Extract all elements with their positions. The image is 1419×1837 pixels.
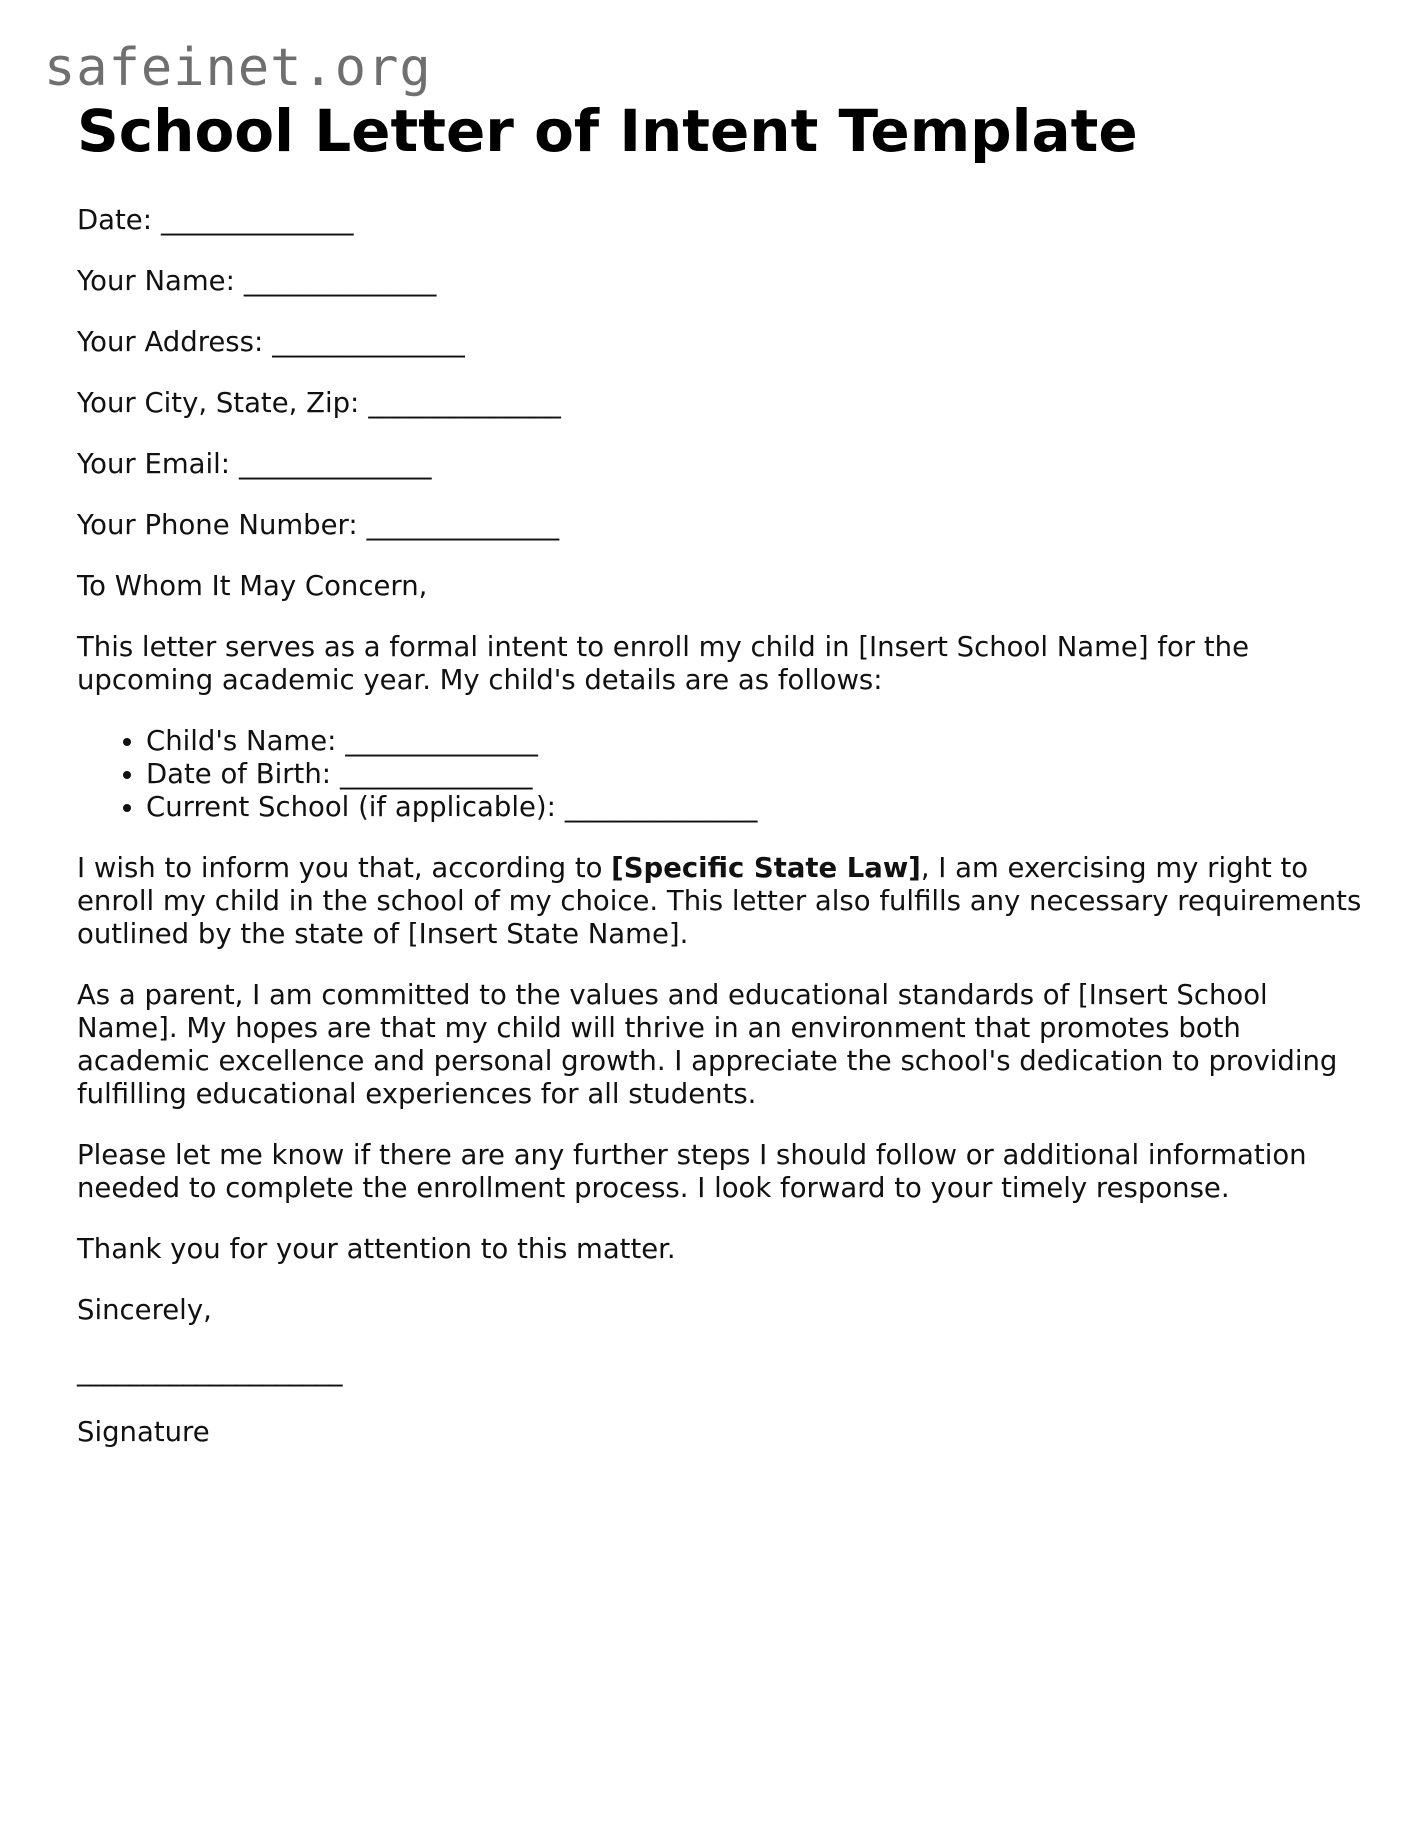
- field-label: Your Address:: [77, 326, 264, 358]
- field-blank: ______________: [272, 326, 465, 358]
- item-blank: ______________: [340, 758, 533, 790]
- item-label: Child's Name:: [146, 725, 337, 757]
- item-blank: ______________: [564, 791, 758, 823]
- closing: Sincerely,: [77, 1294, 212, 1326]
- law-text-after: , I am exercising my right to enroll my child in the school of my choice. This letter also fulfills any necessary requirements outlined by the state of [Insert State Name].: [77, 852, 1362, 950]
- values-paragraph: As a parent, I am committed to the values and educational standards of [Insert School Name]. My hopes are that my child will thrive in an environment that promotes both academic excellence and personal growth. I appreciate the school's dedication to providing fulfilling educational experiences for all students.: [77, 979, 1338, 1110]
- letter-body: [77, 204, 1367, 1477]
- field-blank: ______________: [368, 387, 561, 419]
- item-label: Current School (if applicable):: [146, 791, 556, 823]
- field-label: Your Name:: [77, 265, 235, 297]
- intro-paragraph: This letter serves as a formal intent to enroll my child in [Insert School Name] for the upcoming academic year. My child's details are as follows:: [77, 631, 1249, 696]
- field-your-address: [77, 326, 1367, 359]
- child-details-list: [77, 725, 1367, 824]
- field-label: Your Email:: [77, 448, 231, 480]
- steps-paragraph: Please let me know if there are any further steps I should follow or additional information needed to complete the enrollment process. I look forward to your timely response.: [77, 1139, 1307, 1204]
- law-text-before: I wish to inform you that, according to: [77, 852, 612, 884]
- field-label: Your City, State, Zip:: [77, 387, 360, 419]
- field-your-email: [77, 448, 1367, 481]
- signature-line: ____________________: [77, 1355, 342, 1387]
- thanks-line: Thank you for your attention to this matter.: [77, 1233, 676, 1265]
- list-item-childs-name: [146, 725, 1367, 758]
- list-item-date-of-birth: [146, 758, 1367, 791]
- item-blank: ______________: [345, 725, 538, 757]
- page-title: School Letter of Intent Template: [77, 97, 1138, 165]
- signature-label: Signature: [77, 1416, 210, 1448]
- law-paragraph: [77, 852, 1367, 951]
- field-label: Date:: [77, 204, 152, 236]
- watermark: safeinet.org: [44, 38, 432, 98]
- field-city-state-zip: [77, 387, 1367, 420]
- field-blank: ______________: [239, 448, 432, 480]
- field-blank: ______________: [366, 509, 560, 541]
- field-blank: ______________: [161, 204, 354, 236]
- field-your-name: [77, 265, 1367, 298]
- field-blank: ______________: [243, 265, 437, 297]
- item-label: Date of Birth:: [146, 758, 332, 790]
- field-date: [77, 204, 1367, 237]
- field-label: Your Phone Number:: [77, 509, 358, 541]
- field-phone-number: [77, 509, 1367, 542]
- list-item-current-school: [146, 791, 1367, 824]
- law-text-bold: [Specific State Law]: [611, 852, 921, 884]
- salutation: To Whom It May Concern,: [77, 570, 428, 602]
